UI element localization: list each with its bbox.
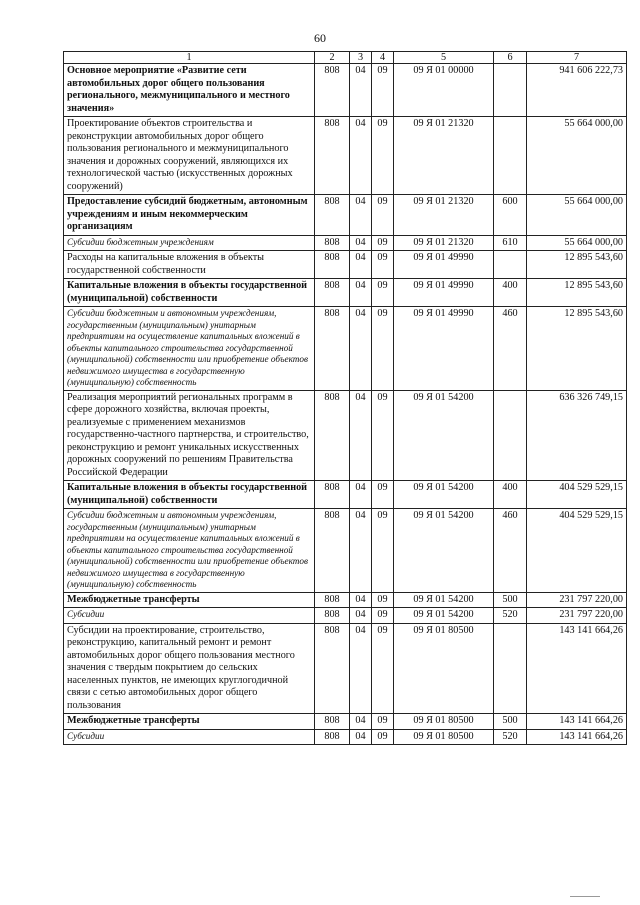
- cell-section: 04: [350, 195, 372, 236]
- cell-subsection: 09: [372, 235, 394, 251]
- cell-expense-type: 460: [494, 307, 527, 391]
- cell-name: Проектирование объектов строительства и реконструкции автомобильных дорог общего пользования регионального и межмуниципального значения и дорожных сооружений, являющихся их технологической частью (искусственных дорожных сооружений): [64, 117, 315, 195]
- cell-expense-type: [494, 623, 527, 714]
- cell-expense-type: [494, 390, 527, 481]
- cell-section: 04: [350, 279, 372, 307]
- table-row: [64, 195, 627, 236]
- table-header-row: [64, 52, 627, 64]
- table-body: [64, 64, 627, 745]
- cell-amount: 12 895 543,60: [527, 307, 627, 391]
- cell-section: 04: [350, 390, 372, 481]
- cell-name: Субсидии бюджетным и автономным учреждениям, государственным (муниципальным) унитарным предприятиям на осуществление капитальных вложений в объекты капитального строительства государственной (муниципальной) собственности или приобретение объектов недвижимого имущества в государственную (муниципальную) собственность: [64, 509, 315, 593]
- cell-section: 04: [350, 117, 372, 195]
- cell-subsection: 09: [372, 279, 394, 307]
- cell-section: 04: [350, 714, 372, 730]
- cell-amount: 404 529 529,15: [527, 509, 627, 593]
- table-row: [64, 623, 627, 714]
- cell-name: Основное мероприятие «Развитие сети автомобильных дорог общего пользования регионального, межмуниципального и местного значения»: [64, 64, 315, 117]
- cell-subsection: 09: [372, 390, 394, 481]
- cell-amount: 404 529 529,15: [527, 481, 627, 509]
- cell-name: Расходы на капитальные вложения в объекты государственной собственности: [64, 251, 315, 279]
- cell-section: 04: [350, 509, 372, 593]
- cell-ministry: 808: [315, 117, 350, 195]
- table-row: [64, 729, 627, 745]
- cell-amount: 55 664 000,00: [527, 235, 627, 251]
- cell-section: 04: [350, 481, 372, 509]
- cell-expense-type: [494, 64, 527, 117]
- cell-target-article: 09 Я 01 54200: [394, 509, 494, 593]
- table-row: [64, 251, 627, 279]
- cell-subsection: 09: [372, 608, 394, 624]
- cell-section: 04: [350, 729, 372, 745]
- cell-name: Предоставление субсидий бюджетным, автономным учреждениям и иным некоммерческим организациям: [64, 195, 315, 236]
- column-header: 4: [372, 52, 394, 64]
- table-row: [64, 117, 627, 195]
- cell-subsection: 09: [372, 117, 394, 195]
- column-header: 5: [394, 52, 494, 64]
- cell-target-article: 09 Я 01 80500: [394, 729, 494, 745]
- cell-ministry: 808: [315, 307, 350, 391]
- cell-subsection: 09: [372, 509, 394, 593]
- cell-name: Субсидии: [64, 729, 315, 745]
- cell-ministry: 808: [315, 608, 350, 624]
- cell-amount: 12 895 543,60: [527, 251, 627, 279]
- cell-target-article: 09 Я 01 80500: [394, 714, 494, 730]
- cell-section: 04: [350, 608, 372, 624]
- table-row: [64, 64, 627, 117]
- cell-subsection: 09: [372, 195, 394, 236]
- cell-section: 04: [350, 307, 372, 391]
- cell-expense-type: 520: [494, 608, 527, 624]
- column-header: 6: [494, 52, 527, 64]
- cell-expense-type: 520: [494, 729, 527, 745]
- cell-ministry: 808: [315, 714, 350, 730]
- column-header: 1: [64, 52, 315, 64]
- table-row: [64, 307, 627, 391]
- cell-expense-type: 610: [494, 235, 527, 251]
- cell-ministry: 808: [315, 235, 350, 251]
- cell-section: 04: [350, 623, 372, 714]
- cell-name: Межбюджетные трансферты: [64, 592, 315, 608]
- cell-ministry: 808: [315, 195, 350, 236]
- table-row: [64, 509, 627, 593]
- table-row: [64, 481, 627, 509]
- cell-target-article: 09 Я 01 21320: [394, 195, 494, 236]
- budget-table: [63, 51, 627, 745]
- cell-amount: 143 141 664,26: [527, 714, 627, 730]
- cell-target-article: 09 Я 01 80500: [394, 623, 494, 714]
- cell-expense-type: 400: [494, 481, 527, 509]
- cell-expense-type: 600: [494, 195, 527, 236]
- cell-amount: 55 664 000,00: [527, 195, 627, 236]
- table-row: [64, 390, 627, 481]
- cell-subsection: 09: [372, 592, 394, 608]
- cell-target-article: 09 Я 01 00000: [394, 64, 494, 117]
- cell-expense-type: [494, 117, 527, 195]
- cell-amount: 231 797 220,00: [527, 608, 627, 624]
- cell-target-article: 09 Я 01 21320: [394, 117, 494, 195]
- table-row: [64, 608, 627, 624]
- column-header: 7: [527, 52, 627, 64]
- cell-amount: 55 664 000,00: [527, 117, 627, 195]
- table-row: [64, 592, 627, 608]
- cell-section: 04: [350, 235, 372, 251]
- cell-subsection: 09: [372, 64, 394, 117]
- cell-ministry: 808: [315, 729, 350, 745]
- cell-amount: 143 141 664,26: [527, 623, 627, 714]
- cell-subsection: 09: [372, 307, 394, 391]
- cell-name: Субсидии на проектирование, строительство, реконструкцию, капитальный ремонт и ремонт автомобильных дорог общего пользования местного значения с твердым покрытием до сельских населенных пунктов, не имеющих круглогодичной связи с сетью автомобильных дорог общего пользования: [64, 623, 315, 714]
- cell-target-article: 09 Я 01 21320: [394, 235, 494, 251]
- cell-expense-type: 500: [494, 592, 527, 608]
- cell-target-article: 09 Я 01 54200: [394, 608, 494, 624]
- cell-name: Капитальные вложения в объекты государственной (муниципальной) собственности: [64, 481, 315, 509]
- cell-subsection: 09: [372, 714, 394, 730]
- column-header: 2: [315, 52, 350, 64]
- cell-target-article: 09 Я 01 54200: [394, 481, 494, 509]
- cell-expense-type: [494, 251, 527, 279]
- table-row: [64, 279, 627, 307]
- page-number: 60: [314, 31, 326, 45]
- column-header: 3: [350, 52, 372, 64]
- cell-ministry: 808: [315, 592, 350, 608]
- cell-subsection: 09: [372, 251, 394, 279]
- cell-target-article: 09 Я 01 54200: [394, 592, 494, 608]
- cell-amount: 636 326 749,15: [527, 390, 627, 481]
- cell-ministry: 808: [315, 390, 350, 481]
- cell-section: 04: [350, 251, 372, 279]
- cell-section: 04: [350, 64, 372, 117]
- cell-expense-type: 400: [494, 279, 527, 307]
- cell-name: Капитальные вложения в объекты государственной (муниципальной) собственности: [64, 279, 315, 307]
- cell-expense-type: 500: [494, 714, 527, 730]
- cell-name: Субсидии бюджетным и автономным учреждениям, государственным (муниципальным) унитарным предприятиям на осуществление капитальных вложений в объекты капитального строительства государственной (муниципальной) собственности или приобретение объектов недвижимого имущества в государственную (муниципальную) собственность: [64, 307, 315, 391]
- cell-target-article: 09 Я 01 49990: [394, 279, 494, 307]
- cell-target-article: 09 Я 01 54200: [394, 390, 494, 481]
- cell-subsection: 09: [372, 623, 394, 714]
- cell-amount: 231 797 220,00: [527, 592, 627, 608]
- cell-ministry: 808: [315, 481, 350, 509]
- cell-amount: 941 606 222,73: [527, 64, 627, 117]
- cell-target-article: 09 Я 01 49990: [394, 307, 494, 391]
- table-row: [64, 714, 627, 730]
- scan-mark: [570, 896, 600, 897]
- cell-name: Межбюджетные трансферты: [64, 714, 315, 730]
- cell-name: Реализация мероприятий региональных программ в сфере дорожного хозяйства, включая проекты, реализуемые с применением механизмов государственно-частного партнерства, и строительство, реконструкцию и ремонт уникальных искусственных дорожных сооружений по решениям Правительства Российской Федерации: [64, 390, 315, 481]
- cell-ministry: 808: [315, 623, 350, 714]
- cell-amount: 12 895 543,60: [527, 279, 627, 307]
- cell-ministry: 808: [315, 509, 350, 593]
- cell-subsection: 09: [372, 481, 394, 509]
- cell-name: Субсидии бюджетным учреждениям: [64, 235, 315, 251]
- cell-ministry: 808: [315, 279, 350, 307]
- cell-section: 04: [350, 592, 372, 608]
- cell-subsection: 09: [372, 729, 394, 745]
- cell-name: Субсидии: [64, 608, 315, 624]
- table-row: [64, 235, 627, 251]
- cell-ministry: 808: [315, 251, 350, 279]
- cell-expense-type: 460: [494, 509, 527, 593]
- cell-target-article: 09 Я 01 49990: [394, 251, 494, 279]
- cell-amount: 143 141 664,26: [527, 729, 627, 745]
- cell-ministry: 808: [315, 64, 350, 117]
